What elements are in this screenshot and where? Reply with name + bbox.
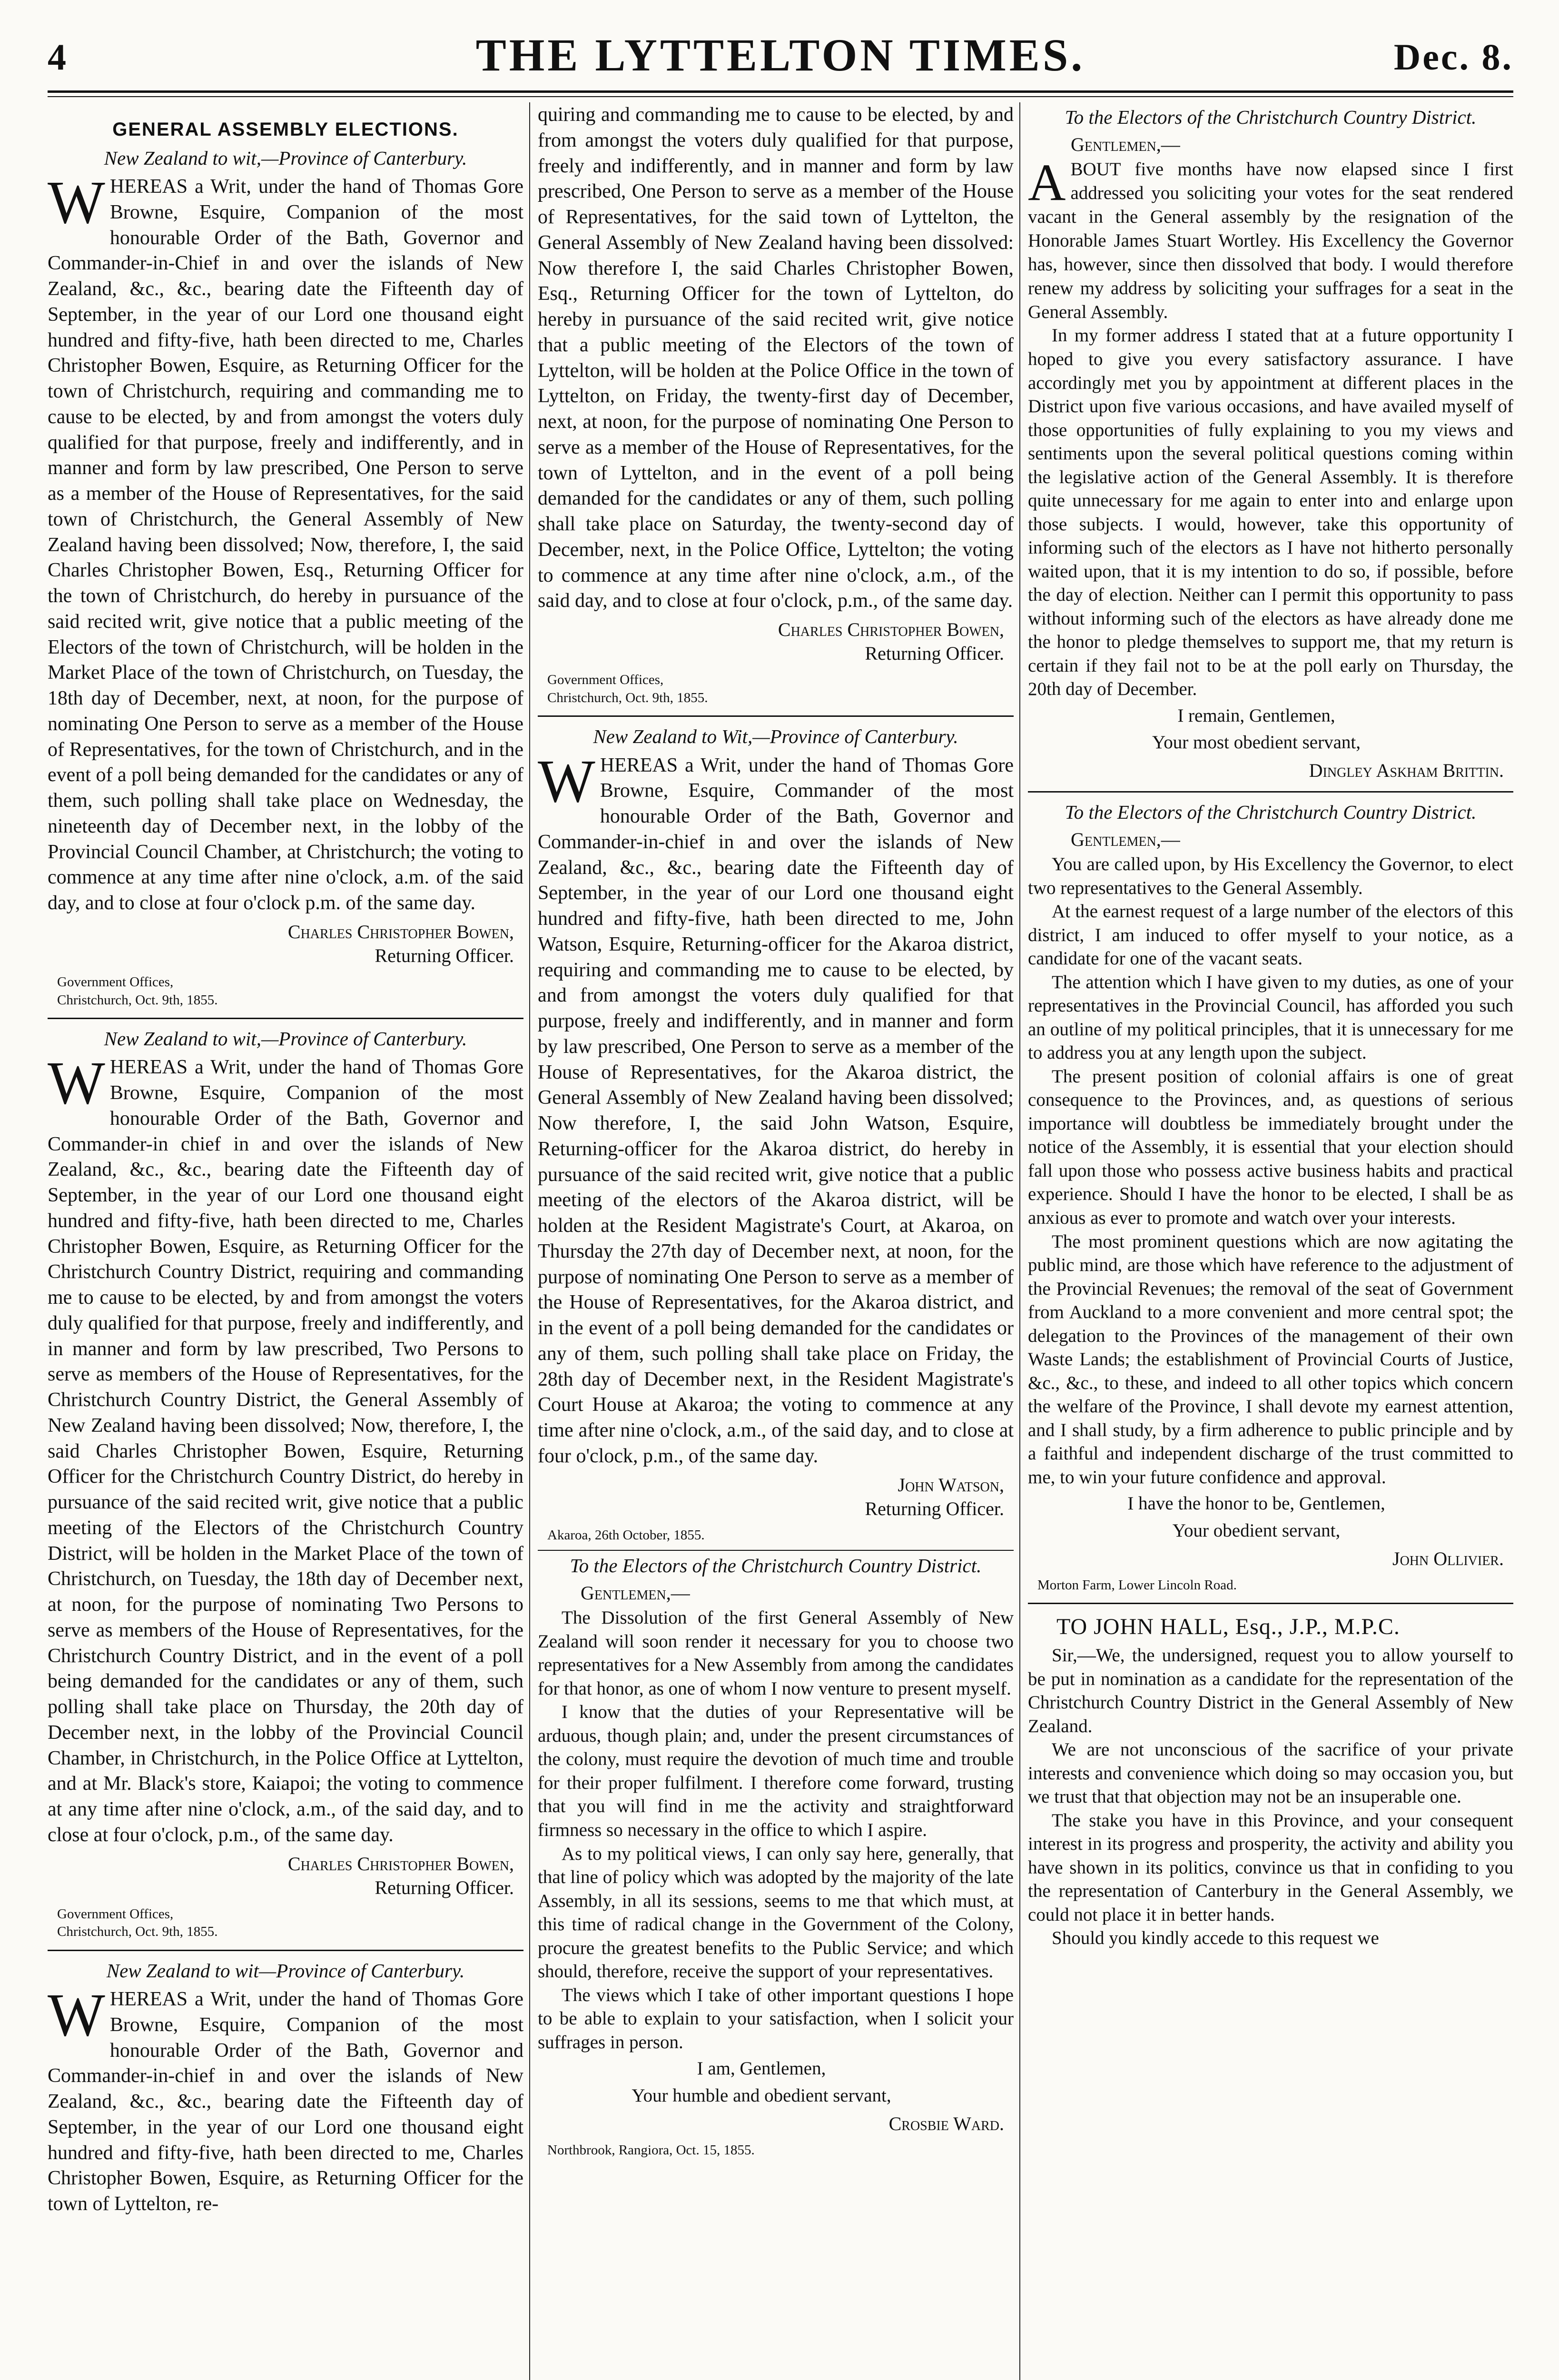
- signature: Crosbie Ward.: [888, 2112, 1004, 2134]
- drop-cap: W: [48, 1049, 105, 1117]
- section-heading: GENERAL ASSEMBLY ELECTIONS.: [112, 119, 459, 140]
- notice-body: HEREAS a Writ, under the hand of Thomas Gore Browne, Esquire, Commander of the most honourable Order of the Bath, Governor and Commander-in-chief in and over the islands of New Zealand, &c., &c., bearing date the Fifteenth day of September, in the year of our Lord one thousand eight hundred and fifty-five, hath been directed to me, John Watson, Esquire, Returning-officer for the Akaroa district, requiring and commanding me to cause to be elected, by and from amongst the voters duly qualified for that purpose, freely and indifferently, and in manner and form by law prescribed, One Person to serve as a member of the House of Representatives, for the Akaroa district, the General Assembly of New Zealand having been dissolved; Now therefore, I, the said John Watson, Esquire, Returning-officer for the Akaroa district, do hereby in pursuance of the said recited writ, give notice that a public meeting of the electors of the Akaroa district, will be holden at the Resident Magistrate's Court, at Akaroa, on Thursday the 27th day of December next, at noon, for the purpose of nominating One Person to serve as a member of the House of Representatives, for the Akaroa district, and in the event of a poll being demanded for the candidates or any of them, such polling shall take place on Friday, the 28th day of December next, in the Resident Magistrate's Court House at Akaroa; the voting to commence at any time after nine o'clock, a.m., of the said day, and to close at four o'clock, p.m., of the same day.: [538, 754, 1014, 1467]
- address-brittin: [1028, 106, 1513, 783]
- drop-cap: W: [48, 1981, 105, 2049]
- paragraph: As to my political views, I can only say here, generally, that that line of policy which was adopted by the majority of the late Assembly, in all its sessions, seems to me that which must, at this time of radical change in the Government of the Colony, procure the greatest benefits to the Public Service; and which should, therefore, receive the support of your representatives.: [538, 1843, 1014, 1982]
- closing: Your humble and obedient servant,: [631, 2085, 891, 2106]
- paragraph: The Dissolution of the first General Assembly of New Zealand will soon render it necessary for you to choose two representatives for a New Assembly from among the candidates for that honor, as one of whom I now venture to present myself.: [538, 1607, 1014, 1699]
- place-line: Government Offices,: [57, 1906, 174, 1922]
- paragraph: Should you kindly accede to this request we: [1052, 1928, 1379, 1949]
- notice-heading: To the Electors of the Christchurch Country District.: [1065, 801, 1477, 823]
- divider: [48, 1950, 523, 1951]
- notice-heading: New Zealand to wit,—Province of Canterbury.: [104, 147, 467, 169]
- signature: Charles Christopher Bowen,: [287, 1853, 514, 1874]
- closing: Your most obedient servant,: [1152, 732, 1361, 753]
- signature: Charles Christopher Bowen,: [287, 921, 514, 942]
- divider: [48, 1018, 523, 1019]
- notice-lyttelton: [48, 1960, 523, 2217]
- place-line: Government Offices,: [57, 974, 174, 990]
- masthead-rule: [48, 90, 1513, 93]
- signature-title: Returning Officer.: [375, 944, 514, 966]
- paragraph: The views which I take of other important questions I hope to be able to explain to your satisfaction, when I solicit your suffrages in person.: [538, 1984, 1014, 2053]
- closing: Your obedient servant,: [1172, 1520, 1341, 1541]
- column-2: [538, 102, 1014, 2380]
- paragraph: I know that the duties of your Representative will be arduous, though plain; and, under the present circumstances of the colony, must require the devotion of much time and trouble for their proper fulfilment. I therefore come forward, trusting that you will find in me the activity and straightforward firmness so necessary in the office to which I aspire.: [538, 1702, 1014, 1840]
- signature-title: Returning Officer.: [865, 643, 1004, 664]
- paragraph: The attention which I have given to my duties, as one of your representatives in the Provincial Council, has afforded you such an outline of my political principles, that it is unnecessary for me to address you at any length upon the subject.: [1028, 972, 1513, 1063]
- drop-cap: W: [48, 169, 105, 237]
- notice-heading: New Zealand to Wit,—Province of Canterbury.: [593, 725, 958, 748]
- paragraph: BOUT five months have now elapsed since I first addressed you soliciting your votes for the seat rendered vacant in the General assembly by the resignation of the Honorable James Stuart Wortley. His Excellency the Governor has, however, since then dissolved that body. I would therefore renew my address by soliciting your suffrages for a seat in the General Assembly.: [1028, 159, 1513, 322]
- notice-body: HEREAS a Writ, under the hand of Thomas Gore Browne, Esquire, Companion of the most honourable Order of the Bath, Governor and Commander-in-Chief in and over the islands of New Zealand, &c., &c., bearing date the Fifteenth day of September, in the year of our Lord one thousand eight hundred and fifty-five, hath been directed to me, Charles Christopher Bowen, Esquire, as Returning Officer for the town of Christchurch, requiring and commanding me to cause to be elected, by and from amongst the voters duly qualified for that purpose, freely and indifferently, and in manner and form by law prescribed, One Person to serve as a member of the House of Representatives, for the said town of Christchurch, the General Assembly of New Zealand having been dissolved; Now, therefore, I, the said Charles Christopher Bowen, Esq., Returning Officer for the town of Christchurch, do hereby in pursuance of the said recited writ, give notice that a public meeting of the Electors of the town of Christchurch, will be holden in the Market Place of the town of Christchurch, on Tuesday, the 18th day of December, next, at noon, for the purpose of nominating One Person to serve as a member of the House of Representatives, for the town of Christchurch, and in the event of a poll being demanded for the candidates or any of them, such polling shall take place on Wednesday, the nineteenth day of December next, in the lobby of the Provincial Council Chamber, at Christchurch; the voting to commence at any time after nine o'clock, a.m. of the said day, and to close at four o'clock p.m. of the same day.: [48, 176, 523, 914]
- signature-title: Returning Officer.: [375, 1876, 514, 1898]
- divider: [538, 1550, 1014, 1551]
- signature: Charles Christopher Bowen,: [778, 619, 1004, 640]
- notice-heading: To the Electors of the Christchurch Country District.: [1065, 106, 1477, 128]
- column-1: [48, 102, 523, 2380]
- notice-heading: New Zealand to wit—Province of Canterbury.: [106, 1960, 465, 1982]
- newspaper-title: THE LYTTELTON TIMES.: [475, 30, 1085, 80]
- signature: John Ollivier.: [1392, 1547, 1504, 1569]
- salutation: Gentlemen,—: [581, 1582, 690, 1604]
- paragraph: The stake you have in this Province, and your consequent interest in its progress and prosperity, the activity and ability you have shown in its politics, convince us that in confiding to you the representation of Canterbury in the General Assembly, we could not place it in better hands.: [1028, 1810, 1513, 1925]
- column-divider: [529, 102, 530, 2380]
- closing: I remain, Gentlemen,: [1177, 705, 1335, 726]
- paragraph: You are called upon, by His Excellency the Governor, to elect two representatives to the General Assembly.: [1028, 854, 1513, 898]
- signature: Dingley Askham Brittin.: [1309, 760, 1504, 782]
- column-3: [1028, 102, 1513, 2380]
- notice-lyttelton-continued: [538, 102, 1014, 707]
- column-divider: [1019, 102, 1020, 2380]
- salutation: Gentlemen,—: [1071, 829, 1180, 851]
- paragraph: In my former address I stated that at a future opportunity I hoped to give you every satisfactory assurance. I have accordingly met you by appointment at different places in the District upon five various occasions, and have availed myself of those opportunities of fully explaining to you my views and sentiments upon the several political questions coming within the legislative action of the General Assembly. It is therefore quite unnecessary for me again to enter into and enlarge upon those subjects. I would, however, take this opportunity of informing such of the electors as I have not hitherto personally waited upon, that it is my intention to do so, if possible, before the day of election. Neither can I permit this opportunity to pass without informing such of the electors as have already done me the honor to pledge themselves to support me, that my return is certain if they fail not to be at the poll early on Thursday, the 20th day of December.: [1028, 325, 1513, 700]
- masthead-rule-thin: [48, 96, 1513, 97]
- closing: I have the honor to be, Gentlemen,: [1127, 1493, 1385, 1514]
- paragraph: At the earnest request of a large number of the electors of this district, I am induced to offer myself to your notice, as a candidate for one of the vacant seats.: [1028, 901, 1513, 969]
- notice-body: HEREAS a Writ, under the hand of Thomas Gore Browne, Esquire, Companion of the most honourable Order of the Bath, Governor and Commander-in chief in and over the islands of New Zealand, &c., &c., bearing date the Fifteenth day of September, in the year of our Lord one thousand eight hundred and fifty-five, hath been directed to me, Charles Christopher Bowen, Esquire, as Returning Officer for the Christchurch Country District, requiring and commanding me to cause to be elected, by and from amongst the voters duly qualified for that purpose, freely and indifferently, and in manner and form by law prescribed, Two Persons to serve as members of the House of Representatives, for the Christchurch Country District, the General Assembly of New Zealand having been dissolved; Now, therefore, I, the said Charles Christopher Bowen, Esquire, Returning Officer for the Christchurch Country District, do hereby in pursuance of the said recited writ, give notice that a public meeting of the Electors of the Christchurch Country District, will be holden in the Market Place of the town of Christchurch, on Tuesday, the 18th day of December next, at noon, for the purpose of nominating Two Persons to serve as members of the House of Representatives, for the Christchurch Country District, and in the event of a poll being demanded for the candidates or any of them, such polling shall take place on Thursday, the 20th day of December next, in the lobby of the Provincial Council Chamber, in Christchurch, in the Police Office at Lyttelton, and at Mr. Black's store, Kaiapoi; the voting to commence at any time after nine o'clock, a.m., of the said day, and to close at four o'clock, p.m., of the same day.: [48, 1056, 523, 1846]
- dateline: Christchurch, Oct. 9th, 1855.: [57, 1924, 218, 1940]
- notice-christchurch-country: [48, 1028, 523, 1941]
- dateline: Morton Farm, Lower Lincoln Road.: [1037, 1577, 1237, 1593]
- closing: I am, Gentlemen,: [697, 2058, 826, 2079]
- signature: John Watson,: [898, 1474, 1004, 1496]
- divider: [1028, 791, 1513, 793]
- paragraph: The present position of colonial affairs is one of great consequence to the Provinces, and, as questions of serious importance will doubtless be immediately brought under the notice of the Assembly, it is essential that your election should fall upon those who possess active business habits and practical experience. Should I have the honor to be elected, I shall be as anxious as ever to promote and watch over your interests.: [1028, 1066, 1513, 1228]
- masthead: [48, 26, 1513, 88]
- notice-body: HEREAS a Writ, under the hand of Thomas Gore Browne, Esquire, Companion of the most honourable Order of the Bath, Governor and Commander-in-chief in and over the islands of New Zealand, &c., &c., bearing date the Fifteenth day of September, in the year of our Lord one thousand eight hundred and fifty-five, hath been directed to me, Charles Christopher Bowen, Esquire, as Returning Officer for the town of Lyttelton, re-: [48, 1988, 523, 2215]
- paragraph: Sir,—We, the undersigned, request you to allow yourself to be put in nomination as a candidate for the representation of the Christchurch Country District in the General Assembly of New Zealand.: [1028, 1645, 1513, 1736]
- page-number: 4: [48, 36, 66, 78]
- divider: [538, 715, 1014, 717]
- salutation: Gentlemen,—: [1071, 134, 1180, 156]
- address-crosbie-ward: [538, 1555, 1014, 2159]
- dateline: Christchurch, Oct. 9th, 1855.: [547, 690, 708, 705]
- dateline: Akaroa, 26th October, 1855.: [547, 1527, 705, 1543]
- notice-body: quiring and commanding me to cause to be elected, by and from amongst the voters duly qualified for that purpose, freely and indifferently, and in manner and form by law prescribed, One Person to serve as a member of the House of Representatives, for the said town of Lyttelton, the General Assembly of New Zealand having been dissolved: Now therefore I, the said Charles Christopher Bowen, Esq., Returning Officer for the town of Lyttelton, do hereby in pursuance of the said recited writ, give notice that a public meeting of the Electors of the town of Lyttelton, will be holden at the Police Office in the town of Lyttelton, on Friday, the twenty-first day of December, next, at noon, for the purpose of nominating One Person to serve as a member of the House of Representatives, for the town of Lyttelton, and in the event of a poll being demanded for the candidates or any of them, such polling shall take place on Saturday, the twenty-second day of December, next, in the Police Office, Lyttelton; the voting to commence at any time after nine o'clock, a.m., of the said day, and to close at four o'clock, p.m., of the same day.: [538, 104, 1014, 612]
- notice-heading: New Zealand to wit,—Province of Canterbury.: [104, 1028, 467, 1050]
- drop-cap: W: [538, 747, 595, 815]
- paragraph: The most prominent questions which are now agitating the public mind, are those which have reference to the adjustment of the Provincial Revenues; the removal of the seat of Government from Auckland to a more convenient and more central spot; the delegation to the Provinces of the management of their own Waste Lands; the establishment of Provincial Courts of Justice, &c., &c., to these, and indeed to all other topics which concern the welfare of the Province, I shall devote my earnest attention, and I shall study, by a firm adherence to public principle and by a faithful and independent discharge of the trust committed to me, to win your future confidence and approval.: [1028, 1231, 1513, 1488]
- divider: [1028, 1603, 1513, 1604]
- address-ollivier: [1028, 801, 1513, 1594]
- notice-akaroa: [538, 725, 1014, 1544]
- issue-date: Dec. 8.: [1393, 36, 1513, 78]
- drop-cap: A: [1028, 153, 1066, 212]
- notice-heading: TO JOHN HALL, Esq., J.P., M.P.C.: [1056, 1614, 1400, 1640]
- notice-heading: To the Electors of the Christchurch Country District.: [570, 1555, 982, 1577]
- dateline: Northbrook, Rangiora, Oct. 15, 1855.: [547, 2142, 755, 2158]
- requisition-john-hall: [1028, 1614, 1513, 1950]
- dateline: Christchurch, Oct. 9th, 1855.: [57, 992, 218, 1008]
- signature-title: Returning Officer.: [865, 1497, 1004, 1519]
- notice-christchurch-town: [48, 147, 523, 1009]
- place-line: Government Offices,: [547, 672, 664, 687]
- paragraph: We are not unconscious of the sacrifice of your private interests and convenience which doing so may occasion you, but we trust that that objection may not be an insuperable one.: [1028, 1739, 1513, 1807]
